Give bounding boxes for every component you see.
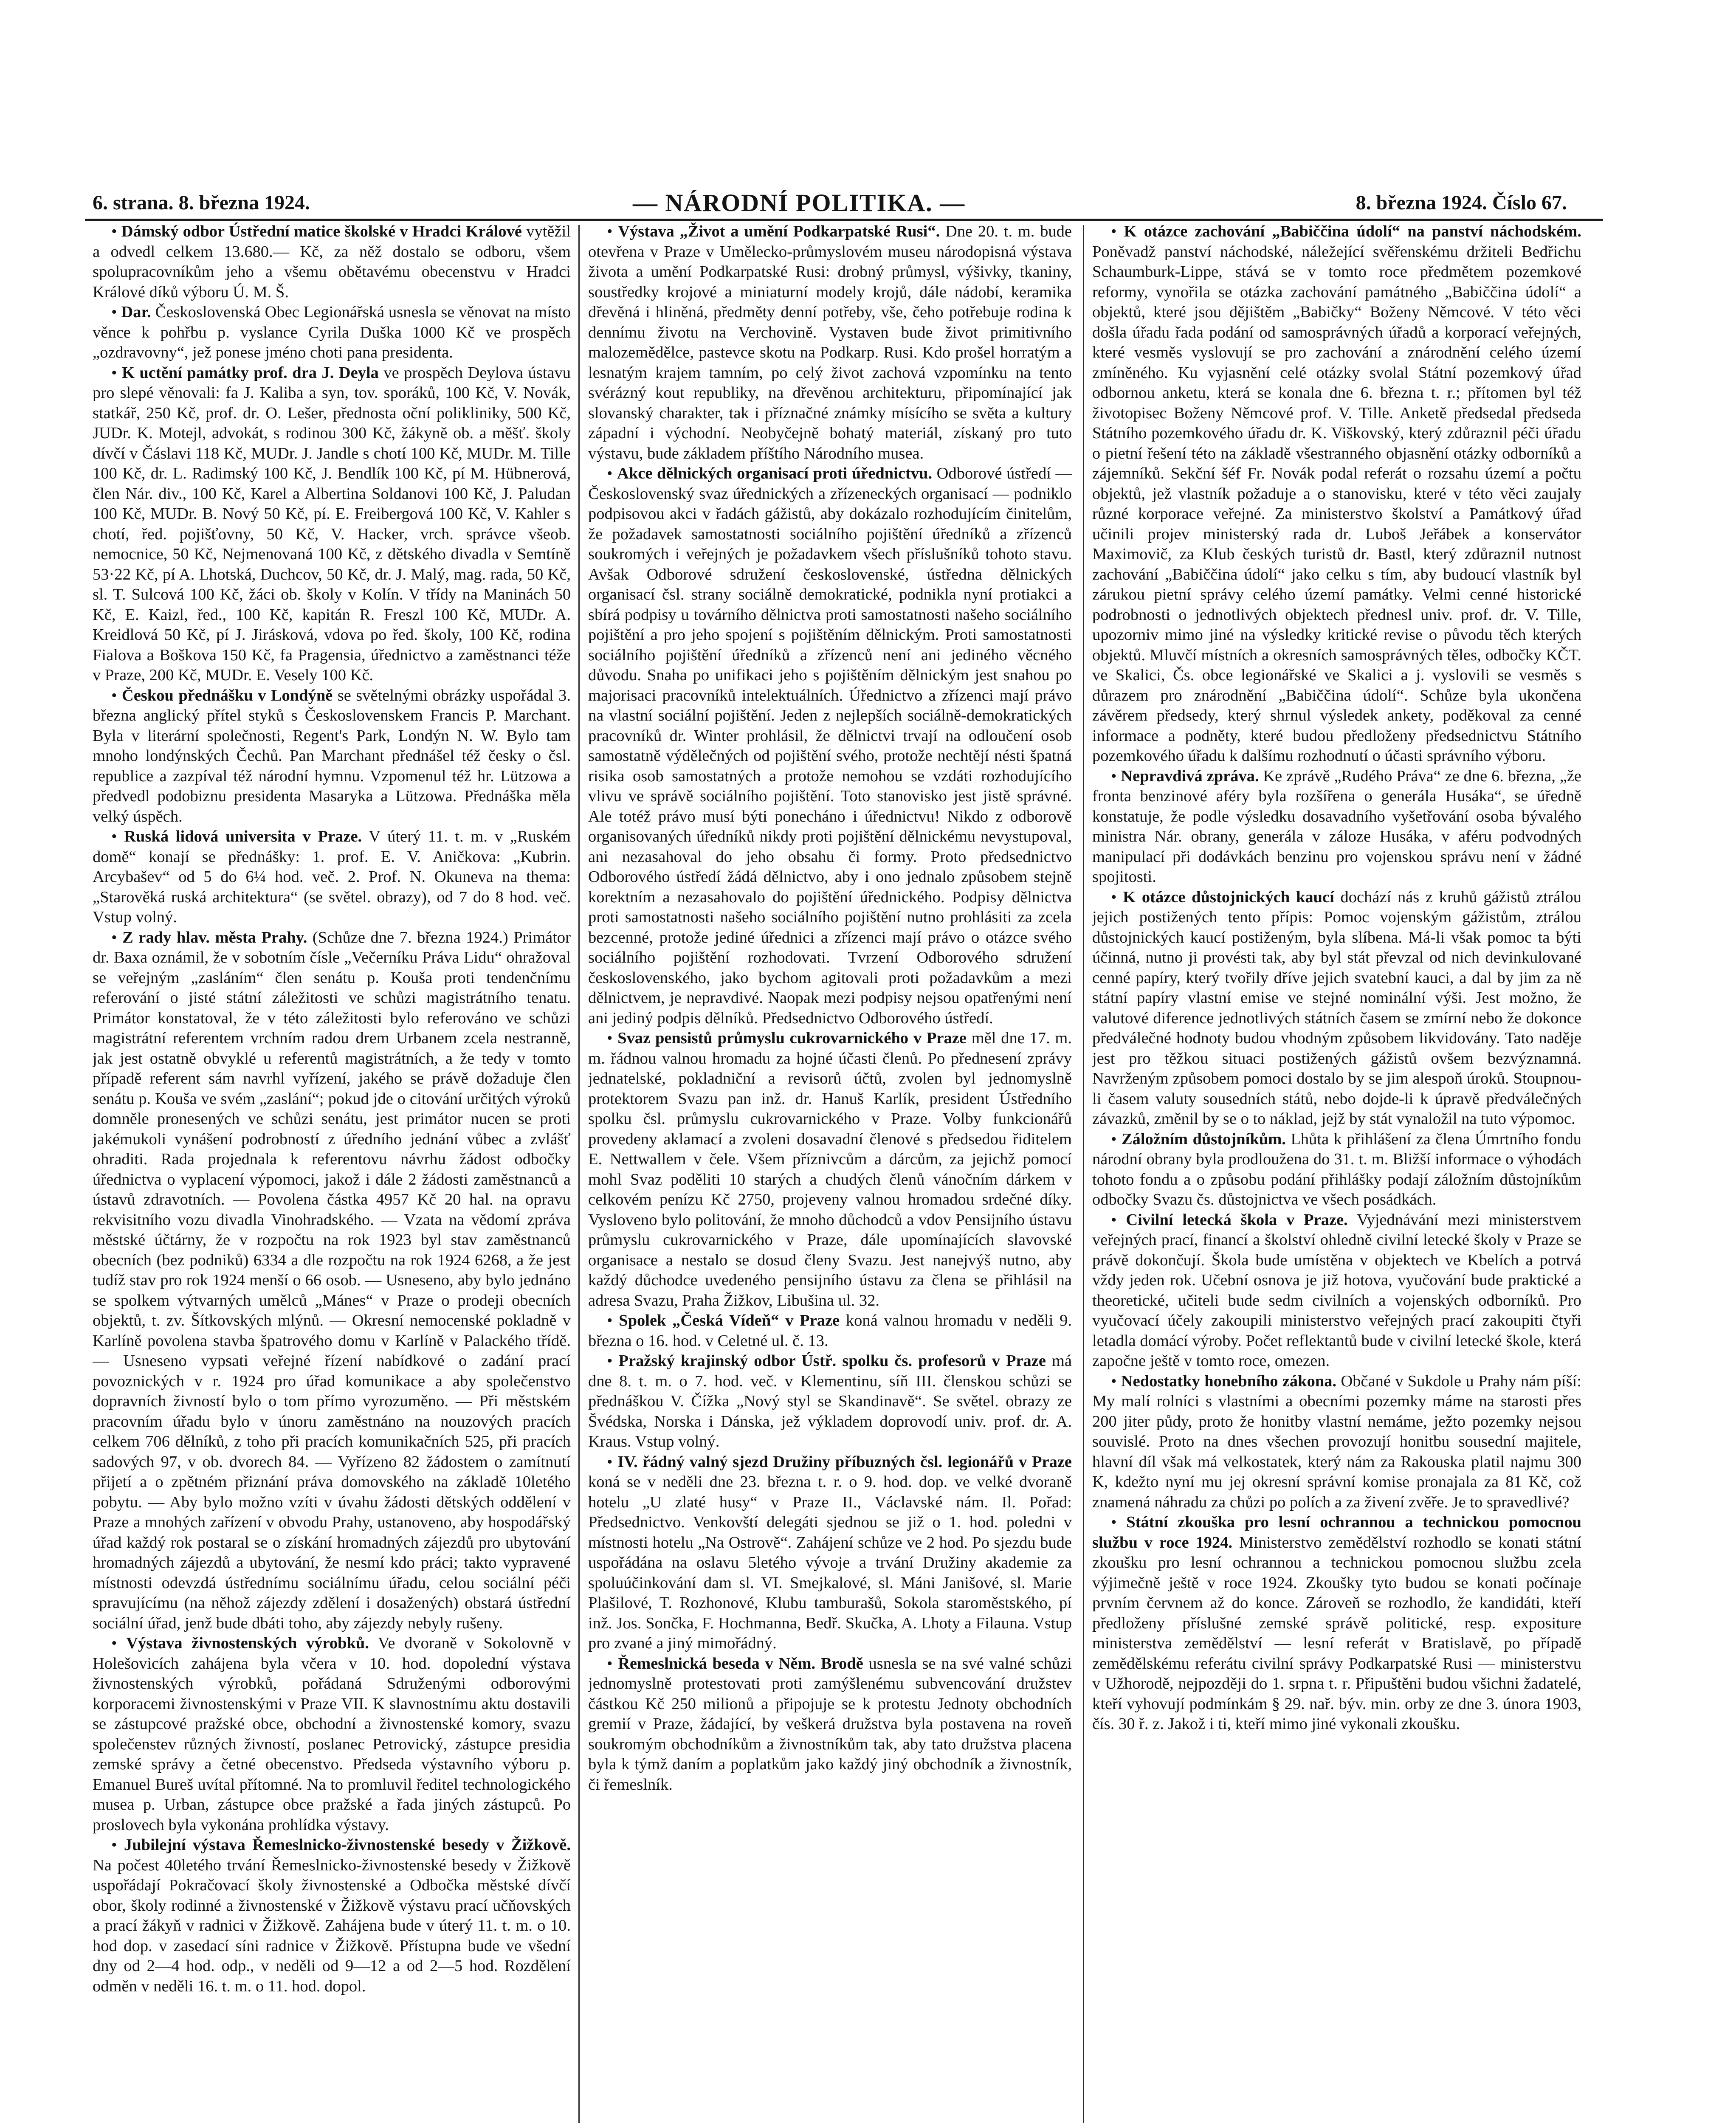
article-body: Poněvadž panství náchodské, náležející svěřenskému držiteli Bedřichu Schaumburk-Lippe, stává se v tomto roce předmětem pozemkové reformy, vynořila se otázka zachování památného „Babiččina údolí“ a objektů, které jsou dějištěm „Babičky“ Boženy Němcové. V této věci došla úřadu řada podání od samosprávných úřadů a korporací veřejných, které vesměs vyslovují se pro zachování a znárodnění celého území zmíněného. Ku vyjasnění celé otázky svolal Státní pozemkový úřad odbornou anketu, která se konala dne 6. března t. r.; přítomen byl též životopisec Boženy Němcové prof. V. Tille. Anketě předsedal předseda Státního pozemkového úřadu dr. K. Viškovský, který zdůraznil péči úřadu o pietní řešení této na základě všestranného objasnění otázky odborníků a zájemníků. Sekční šéf Fr. Novák podal referát o rozsahu území a počtu objektů, jež vlastník požaduje a o stanovisku, které v této věci zaujaly různé korporace veřejné. Za ministerstvo školství a Památkový úřad učinili projev ministerský rada dr. Luboš Jeřábek a konservátor Maximovič, za Klub českých turistů dr. Bastl, který zdůraznil nutnost zachování „Babiččina údolí“ jako celku s tím, aby budoucí vlastník byl zárukou pietní správy celého území památky. Velmi cenné historické podrobnosti o jednotlivých objektech přednesl univ. prof. dr. V. Tille, upozorniv mimo jiné na výsledky kritické revise o původu těch kterých objektů. Mluvčí místních a okresních samosprávných těles, odbočky KČT. ve Skalici, Čs. obce legionářské ve Skalici a j. vyslovili se vesměs s důrazem pro znárodnění „Babiččina údolí“. Schůze byla ukončena závěrem předsedy, který shrnul výsledek ankety, poděkoval za cenné informace a podněty, které budou předloženy předsednictvu Státního pozemkového úřadu k dalšímu rozhodnutí o účasti správního výboru. (1092, 242, 1581, 765)
article-body: dochází nás z kruhů gážistů ztrálou jejich postižených tento přípis: Pomoc vojenským gážistům, ztrálou důstojnických kaucí postiženým, byla slíbena. Má-li však pomoc ta býti účinná, nutno ji provésti tak, aby byl stát převzal od nich devinkulované cenné papíry, který tvořily dříve jejich svatební kauci, a dal by jim za ně státní papíry vlastní emise ve stejné nominální výši. Jest možno, že valutové diference jednotlivých státních časem se zmírní nebo že dokonce předválečné hodnoty budou vhodným způsobem likvidovány. Tato naděje jest pro těžkou situaci postižených gážistů ovšem bezvýznamná. Navrženým způsobem pomoci dostalo by se jim alespoň úroků. Stoupnou-li časem valuty sousedních států, nebo dojde-li k úpravě předválečných závazků, změnil by se o to náklad, jejž by stát vynaložil na tuto výpomoc. (1092, 888, 1581, 1128)
article (1092, 1371, 1581, 1513)
article-bullet: • (1111, 1211, 1126, 1229)
column-divider (578, 225, 580, 2123)
article (588, 1452, 1072, 1654)
article (1092, 1129, 1581, 1210)
article (588, 222, 1072, 464)
article (1092, 222, 1581, 766)
article-title: Českou přednášku v Londýně (121, 686, 333, 704)
column-divider (1083, 225, 1084, 2123)
article-bullet: • (607, 1312, 619, 1329)
article-body: má dne 8. t. m. o 7. hod. več. v Klementinu, síň III. členskou schůzi se přednáškou V. Čížka „Nový styl se Skandinavě“. Se světel. obrazy ze Švédska, Norska i Dánska, jež výkladem doprovodí univ. prof. dr. A. Kraus. Vstup volný. (588, 1352, 1072, 1450)
article-body: Občané v Sukdole u Prahy nám píší: My malí rolníci s vlastními a obecními pozemky máme na starosti přes 200 jiter půdy, proto že honitby vlastní nemáme, ježto pozemky nejsou souvislé. Proto na dnes všechen provozují honitbu sousední majitele, hlavní díl však má velkostatek, který nám za Rakouska platil najmu 300 K, kdežto nyní mu jej okresní správní komise pronajala za 81 Kč, což znamená náhradu za chůzi po polích a za živení zvěře. Je to spravedlivé? (1092, 1372, 1581, 1511)
article-body: (Schůze dne 7. března 1924.) Primátor dr. Baxa oznámil, že v sobotním čísle „Večerníku Práva Lidu“ ohražoval se veřejným „zasláním“ člen senátu p. Kouša proti tendenčnímu referování o jisté státní záležitosti ve schůzi magistrátního tenatu. Primátor konstatoval, že v této záležitosti bylo referováno ve schůzi magistrátní referentem vrchním radou drem Urbanem zcela nestranně, jak jest ostatně obvyklé u referentů magistrátních, a že tedy v tomto případě referent sám navrhl vyřízení, jakého se právě dožaduje člen senátu p. Kouša ve svém „zaslání“; pokud jde o citování určitých výroků domněle pronesených ve schůzi senátu, jest primátor nucen se proti jakémukoli vynášení podrobností z úředního jednání vůbec a zvlášť ohraditi. Rada projednala k referentovu návrhu žádost odbočky úřednictva o vyplacení výpomoci, jakož i dále 2 žádosti zaměstnanců a ústavů zdravotních. — Povolena částka 4957 Kč 20 hal. na opravu rekvisitního vozu divadla Vinohradského. — Vzata na vědomí zpráva městské účtárny, že v rozpočtu na rok 1923 byl stav zaměstnanců obecních (bez podniků) 6334 a dle rozpočtu na rok 1924 6268, a že jest tudíž stav pro rok 1924 menší o 66 osob. — Usneseno, aby bylo jednáno se spolkem výtvarných umělců „Mánes“ v Praze o prodeji obecních objektů, t. zv. Šítkovských mlýnů. — Okresní nemocenské pokladně v Karlíně povolena stavba špatrového domu v Karlíně v Palackého třídě. — Usneseno vypsati veřejné řízení nabídkové o zadání prací povoznických v r. 1924 pro úřad komunikace a aby společenstvo dopravních živností bylo o tom přímo vyrozuměno. — Při městském pracovním úřadu bylo v únoru zaměstnáno na nouzových pracích celkem 706 dělníků, z toho při pracích komunikačních 525, při pracích sadových 97, v ob. dvorech 84. — Vyřízeno 82 žádostem o zamítnutí přijetí a o zpětném přiznání práva domovského na základě 10letého pobytu. — Aby bylo možno vzíti v úvahu žádosti dětských oddělení v Praze a mnohých zařízení v obvodu Prahy, ustanoveno, aby hospodářský úřad každý rok postaral se o získání hromadných zájezdů pro ubytování hromadných zájezdů a ubytování, že nesmí kdo práci; takto vypravené místnosti odevzdá ústřednímu sociálnímu úřadu, celou sociální péči spravujícímu (na něhož zájezdy zdělení i dosažených) obstará ústřední sociální úřad, jenž bude dbáti toho, aby zájezdy nebyly rušeny. (93, 928, 571, 1632)
article (588, 1654, 1072, 1795)
header-rule (85, 219, 1603, 221)
article-body: usnesla se na své valné schůzi jednomyslně protestovati proti zamýšlenému subvencování družstev částkou Kč 250 milionů a připojuje se k protestu Jednoty obchodních gremií v Praze, žádající, by veškerá družstva byla postavena na roveň soukromým obchodníkům a živnostníkům tak, aby tato družstva placena byla k týmž daním a poplatkům jako každý jiný obchodník a živnostník, či řemeslník. (588, 1654, 1072, 1794)
article-title: Nepravdivá zpráva. (1121, 767, 1259, 785)
article (588, 1351, 1072, 1452)
article-bullet: • (607, 222, 618, 240)
article-body: Vyjednávání mezi ministerstvem veřejných prací, financí a školství ohledně civilní letecké školy v Praze se právě dokončují. Škola bude umístěna v objektech ve Kbelích a potrvá vždy jeden rok. Učební osnova je již hotova, vyučování bude praktické a theoretické, učiteli bude sedm civilních a vojenských odborníků. Pro vyučovací účely zakoupili ministerstvo veřejných prací zakoupiti čtyři letadla domácí výroby. Počet reflektantů bude v civilní letecké škole, která započne ještě v tomto roce, omezen. (1092, 1211, 1581, 1370)
article-title: Výstava „Život a umění Podkarpatské Rusi“. (618, 222, 940, 240)
page-header (85, 187, 1597, 221)
article-title: Akce dělnických organisací proti úřednictvu. (617, 465, 933, 482)
article-bullet: • (111, 1836, 124, 1854)
article-bullet: • (111, 686, 122, 704)
column-3 (1092, 222, 1581, 2123)
header-date-issue: 8. března 1924. Číslo 67. (1356, 191, 1567, 214)
article-bullet: • (607, 1352, 619, 1370)
article-title: Civilní letecká škola v Praze. (1126, 1211, 1348, 1229)
article-bullet: • (111, 1634, 127, 1652)
article-bullet: • (1111, 1513, 1127, 1531)
article (93, 1835, 571, 1996)
article-title: Jubilejní výstava Řemeslnicko-živnostenské besedy v Žižkově. (124, 1836, 571, 1854)
article-body: Ve dvoraně v Sokolovně v Holešovicích zahájena byla včera v 10. hod. dopolední výstava živnostenských výrobků, pořádaná Sdruženými odborovými korporacemi živnostenskými v Praze VII. K slavnostnímu aktu dostavili se zástupcové pražské obce, obchodní a živnostenské komory, svazu společenstev různých živností, poslanec Petrovický, zástupce presidia zemské správy a četné obecenstvo. Předseda výstavního výboru p. Emanuel Bureš uvítal přítomné. Na to promluvil ředitel technologického musea p. Urban, zástupce obce pražské a řada jiných zástupců. Po proslovech byla vykonána prohlídka výstavy. (93, 1634, 571, 1834)
article-body: koná se v neděli dne 23. března t. r. o 9. hod. dop. ve velké dvoraně hotelu „U zlaté husy“ v Praze II., Václavské nám. Il. Pořad: Předsednictvo. Venkovští delegáti sjednou se již o 1. hod. poledni v místnosti hotelu „Na Ostrově“. Zahájení schůze ve 2 hod. Po sjezdu bude uspořádána na oslavu 5letého vývoje a trvání Družiny akademie za spoluúčinkování dam sl. VI. Smejkalové, sl. Máni Janišové, sl. Marie Plašilové, T. Rozhonové, Klubu tamburašů, Sokola staroměstského, pí inž. Jos. Sončka, F. Hochmanna, Bedř. Skučka, A. Lhoty a Filauna. Vstup pro zvané a jiný mimořádný. (588, 1473, 1072, 1652)
article-bullet: • (607, 1453, 618, 1471)
article-title: Z rady hlav. města Prahy. (122, 928, 307, 946)
article-body: Československá Obec Legionářská usnesla se věnovat na místo věnce k pohřbu p. vyslance Cyrila Duška 1000 Kč ve prospěch „ozdravovny“, jež ponese jméno choti pana presidenta. (93, 303, 571, 361)
header-masthead: — NÁRODNÍ POLITIKA. — (633, 189, 966, 217)
column-1 (93, 222, 571, 2123)
article-bullet: • (111, 222, 121, 240)
article-bullet: • (111, 303, 121, 321)
article-bullet: • (1111, 767, 1121, 785)
article-title: Ruská lidová universita v Praze. (124, 828, 362, 845)
article-bullet: • (607, 1029, 618, 1047)
article-title: Státní zkouška pro lesní ochrannou a technickou pomocnou službu v roce 1924. (1092, 1513, 1581, 1551)
article-bullet: • (1111, 222, 1124, 240)
article-bullet: • (1111, 888, 1123, 906)
article-bullet: • (607, 465, 617, 482)
article-title: Řemeslnická beseda v Něm. Brodě (618, 1654, 863, 1672)
article-body: koná valnou hromadu v neděli 9. března o 16. hod. v Celetné ul. č. 13. (588, 1312, 1072, 1350)
header-page-date: 6. strana. 8. března 1924. (93, 191, 310, 214)
article (588, 1028, 1072, 1311)
article (1092, 766, 1581, 887)
article-columns (85, 222, 1605, 2123)
article-title: IV. řádný valný sjezd Družiny příbuzných čsl. legionářů v Praze (617, 1453, 1072, 1471)
article-title: Nedostatky honebního zákona. (1121, 1372, 1337, 1390)
article-title: Svaz pensistů průmyslu cukrovarnického v Praze (617, 1029, 967, 1047)
article-bullet: • (111, 363, 122, 382)
article-bullet: • (111, 828, 124, 845)
column-2 (588, 222, 1072, 2123)
article-body: Dne 20. t. m. bude otevřena v Praze v Umělecko-průmyslovém museu národopisná výstava života a umění Podkarpatské Rusi: drobný průmysl, výšivky, tkaniny, soustředky krojové a miniaturní modely krojů, dále nádobí, keramika dřevěná i hliněná, předměty denní potřeby, vše, čeho potřebuje rodina k dennímu životu na Verchovině. Vystaven bude život primitivního malozemědělce, pastevce skotu na Podkarp. Rusi. Kdo prošel horratým a lesnatým krajem tamním, po celý život zachová vzpomínku na tento svérázný kout republiky, na dřevěnou architekturu, připomínající jak slovanský charakter, tak i příznačné známky mísícího se světa a kultury západní i východní. Neobyčejně bohatý materiál, získaný pro tuto výstavu, bude základem příštího Národního musea. (588, 222, 1072, 462)
article (93, 302, 571, 363)
article (93, 1633, 571, 1835)
article (1092, 1210, 1581, 1371)
article (588, 464, 1072, 1028)
article-body: Ministerstvo zemědělství rozhodlo se konati státní zkoušku pro lesní ochrannou a technickou pomocnou službu zcela výjimečně ještě v roce 1924. Zkoušky tyto budou se konati počínaje prvním červnem až do konce. Zároveň se rozhodlo, že kandidáti, kteří předloženy příslušné zemské správě politické, resp. expositure ministerstva zemědělství — lesní referát v Bratislavě, po případě zemědělskému referátu civilní správy Podkarpatské Rusi — ministerstvu v Užhorodě, nejpozději do 1. srpna t. r. Připuštěni budou všichni žadatelé, kteří vyhovují podmínkám § 29. nař. býv. min. orby ze dne 3. února 1903, čís. 30 ř. z. Jakož i ti, kteří mimo jiné vykonali zkoušku. (1092, 1533, 1581, 1733)
article-title: Spolek „Česká Vídeň“ v Praze (619, 1312, 840, 1329)
article-body: měl dne 17. m. m. řádnou valnou hromadu za hojné účasti členů. Po přednesení zprávy jednatelské, pokladniční a revisorů účtů, zvolen byl jednomyslně protektorem Svazu pan inž. dr. Hanuš Karlík, president Ústředního spolku čsl. průmyslu cukrovarnického v Praze. Volby funkcionářů provedeny aklamací a zvoleni dosavadní členové s předsedou řiditelem E. Nettwallem v čele. Všem příznivcům a dárcům, za jejichž pomocí mohl Svaz poděliti 10 starých a chudých členů vánočním dárkem v celkovém penízu Kč 2750, projeveny valnou hromadou srdečné díky. Vysloveno bylo politování, že mnoho důchodců a vdov Pensijního ústavu průmyslu cukrovarnického v Praze, dále upomínajících slavovské organisace a nestalo se dosud členy Svazu. Jest nanejvýš nutno, aby každý důchodce uvedeného pensijního ústavu za člena se přihlásil na adresa Svazu, Praha Žižkov, Libušina ul. 32. (588, 1029, 1072, 1309)
article-title: Dar. (121, 303, 151, 321)
article-body: ve prospěch Deylova ústavu pro slepé věnovali: fa J. Kaliba a syn, tov. sporáků, 100 Kč, V. Novák, statkář, 250 Kč, prof. dr. O. Lešer, přednosta oční polikliniky, 500 Kč, JUDr. K. Motejl, advokát, s rodinou 300 Kč, žákyně ob. a měšť. školy dívčí v Čáslavi 118 Kč, MUDr. J. Jandle s chotí 100 Kč, MUDr. M. Tille 100 Kč, dr. L. Radimský 100 Kč, J. Bendlík 100 Kč, pí M. Hübnerová, člen Nár. div., 100 Kč, Karel a Albertina Soldanovi 100 Kč, J. Paludan 100 Kč, MUDr. B. Nový 50 Kč, pí. E. Freibergová 100 Kč, V. Kahler s chotí, řed. pojišťovny, 50 Kč, V. Hacker, vrch. správce všeob. nemocnice, 50 Kč, Nejmenovaná 100 Kč, z dětského divadla v Semtíně 53·22 Kč, pí A. Lhotská, Duchcov, 50 Kč, dr. J. Malý, mag. rada, 50 Kč, sl. T. Sulcová 100 Kč, žáci ob. školy v Kolín. V třídy na Maninách 50 Kč, E. Kaizl, řed., 100 Kč, kapitán R. Freszl 100 Kč, MUDr. A. Kreidlová 50 Kč, pí J. Jirásková, vdova po řed. školy, 100 Kč, rodina Fialova a Boškova 150 Kč, fa Pragensia, úřednictvo a zaměstnanci téže v Praze, 200 Kč, MUDr. E. Vesely 100 Kč. (93, 363, 571, 684)
article-bullet: • (607, 1654, 618, 1672)
article-body: vytěžil a odvedl celkem 13.680.— Kč, za něž dostalo se odboru, všem spolupracovníkům jeho a všemu obětavému obecenstvu v Hradci Králové díků výboru Ú. M. Š. (93, 222, 571, 301)
article-title: Záložním důstojníkům. (1121, 1130, 1286, 1148)
article-body: V úterý 11. t. m. v „Ruském domě“ konají se přednášky: 1. prof. E. V. Aničkova: „Kubrin. Arcybašev“ od 5 do 6¼ hod. več. 2. Prof. N. Okuneva na thema: „Starověká ruská architektura“ (se světel. obrazy), od 7 do 8 hod. več. Vstup volný. (93, 828, 571, 926)
article (93, 827, 571, 928)
article-bullet: • (111, 928, 123, 946)
article (1092, 1512, 1581, 1734)
article-title: Pražský krajinský odbor Ústř. spolku čs. profesorů v Praze (618, 1352, 1046, 1370)
article (93, 928, 571, 1634)
article-title: K uctění památky prof. dra J. Deyla (121, 363, 379, 382)
article (93, 686, 571, 827)
article-title: K otázce důstojnických kaucí (1123, 888, 1334, 906)
article-title: K otázce zachování „Babiččina údolí“ na panství náchodském. (1124, 222, 1581, 240)
article-body: Lhůta k přihlášení za člena Úmrtního fondu národní obrany byla prodloužena do 31. t. m. Bližší informace o výhodách tohoto fondu a o způsobu podání přihlášky podají záložním důstojníkům odbočky Svazu čs. důstojnictva ve všech posádkách. (1092, 1130, 1581, 1208)
article-bullet: • (1111, 1130, 1122, 1148)
article-body: Na počest 40letého trvání Řemeslnicko-živnostenské besedy v Žižkově uspořádají Pokračovací školy živnostenské a Odbočka městské dívčí obor, školy rodinné a živnostenské v Žižkově výstavu prací učňovských a prací žákyň v radnici v Žižkově. Zahájena bude v úterý 11. t. m. o 10. hod dop. v zasedací síni radnice v Žižkově. Přístupna bude ve všední dny od 2—4 hod. odp., v neděli od 9—12 a od 2—5 hod. Rozdělení odměn v neděli 16. t. m. o 11. hod. dopol. (93, 1856, 571, 1995)
article (93, 363, 571, 686)
article-body: Ke zprávě „Rudého Práva“ ze dne 6. března, „že fronta benzinové aféry byla rozšířena o generála Husáka“, se úředně konstatuje, že podle výsledku dosavadního vyšetřování osoba bývalého ministra Nár. obrany, generála v záloze Husáka, v aféru podvodných manipulací při dodávkách benzinu pro vojenskou správu není v žádné spojitosti. (1092, 767, 1581, 886)
article-title: Dámský odbor Ústřední matice školské v Hradci Králové (121, 222, 522, 240)
article-body: Odborové ústředí — Československý svaz úřednických a zřízeneckých organisací — podniklo podpisovou akci v řadách gážistů, aby dokázalo rozhodujícím činitelům, že požadavek samostatnosti sociálního pojištění úředníků a zřízenců soukromých i veřejných je požadavkem všech příslušníků tohoto stavu. Avšak Odborové sdružení československé, ústředna dělnických organisací čsl. strany sociálně demokratické, podnikla nyní protiakci a sbírá podpisy u továrního dělnictva proti samostatnosti našeho sociálního pojištění a pro jeho spojení s pojištěním dělnickým. Proti samostatnosti sociálního pojištění úředníků a zřízenců není ani jediného věcného důvodu. Snaha po unifikaci jeho s pojištěním dělnickým jest snahou po majorisaci pracovníků intelektuálních. Úřednictvo a zřízenci mají právo na vlastní sociální pojištění. Jeden z nejlepších sociálně-demokratických pracovníků dr. Winter prohlásil, že dělnictvi trvají na odloučení osob samostatně výdělečných od pojištění svého, protože nechtějí nésti špatná risika osob samostatných a protože nemohou se vzdáti rozhodujícího vlivu ve správě sociálního pojištění. Toto stanovisko jest jistě správné. Ale totéž právo musí býti ponecháno i úřednictvu! Nikdo z odborově organisovaných úředníků nikdy proti pojištění dělnickému nevystupoval, ani nezasahoval do jeho obsahu či formy. Proto předsednictvo Odborového ústředí žádá dělnictvo, aby i ono jednalo způsobem stejně korektním a nezasahovalo do pojištění úřednického. Podpisy dělnictva proti samostatnosti našeho sociálního pojištění nutno prohlásiti za zcela bezcenné, protože jediné úřednici a zřízenci mají právo o otázce svého sociálního pojištění rozhodovati. Tvrzení Odborového sdružení československého, jako bychom agitovali proti požadavkům a mezi dělnictvem, je nepravdivé. Naopak mezi podpisy nejsou opatřenými není ani jediný podpis dělníků. Předsednictvo Odborového ústředí. (588, 465, 1072, 1027)
article (588, 1311, 1072, 1351)
article (93, 222, 571, 302)
article (1092, 887, 1581, 1129)
article-body: se světelnými obrázky uspořádal 3. března anglický přítel styků s Československem Francis P. Marchant. Byla v literární společnosti, Regent's Park, Londýn N. W. Bylo tam mnoho londýnských Čechů. Pan Marchant přednášel též česky o čsl. republice a zazpíval též národní hymnu. Vzpomenul též hr. Lützowa a předvedl podobiznu presidenta Masaryka a Lützowa. Přednáška měla velký úspěch. (93, 686, 571, 825)
article-title: Výstava živnostenských výrobků. (126, 1634, 369, 1652)
article-bullet: • (1111, 1372, 1121, 1390)
